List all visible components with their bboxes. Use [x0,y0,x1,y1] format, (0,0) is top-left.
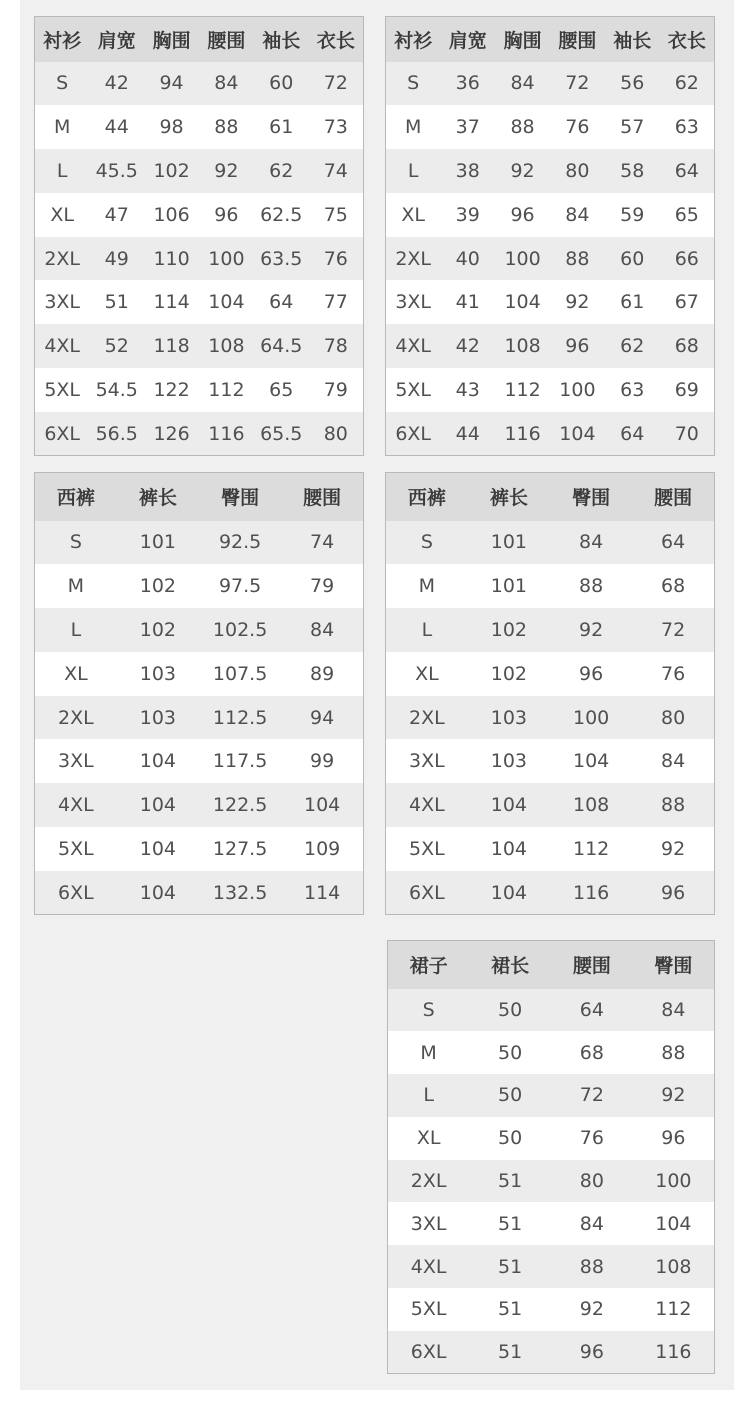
measurement-cell: 94 [144,62,199,106]
table-header-row [386,17,715,62]
column-header: 臀围 [633,941,715,989]
size-label-cell: XL [35,193,90,237]
measurement-cell: 96 [632,871,714,915]
size-label-cell: 3XL [386,280,441,324]
measurement-cell: 64 [551,989,633,1032]
measurement-cell: 78 [309,324,364,368]
measurement-cell: 63 [605,368,660,412]
measurement-cell: 74 [309,149,364,193]
shirt-size-table-left [34,16,364,456]
size-label-cell: 2XL [35,696,117,740]
measurement-cell: 114 [281,871,363,915]
measurement-cell: 108 [550,783,632,827]
measurement-cell: 92 [495,149,550,193]
table-header-row [386,473,715,521]
measurement-cell: 44 [89,105,144,149]
column-header: 裤长 [468,473,550,521]
table-row [35,105,364,149]
measurement-cell: 100 [495,237,550,281]
measurement-cell: 77 [309,280,364,324]
table-row [386,783,715,827]
column-header: 裤长 [117,473,199,521]
table-row [35,280,364,324]
measurement-cell: 108 [495,324,550,368]
measurement-cell: 51 [89,280,144,324]
measurement-cell: 104 [633,1202,715,1245]
measurement-cell: 116 [550,871,632,915]
table-row [386,280,715,324]
measurement-cell: 108 [199,324,254,368]
table-row [386,652,715,696]
size-label-cell: 4XL [35,324,90,368]
measurement-cell: 42 [89,62,144,106]
table-row [35,324,364,368]
measurement-cell: 122 [144,368,199,412]
measurement-cell: 100 [550,696,632,740]
measurement-cell: 50 [469,1031,551,1074]
measurement-cell: 79 [309,368,364,412]
measurement-cell: 36 [440,62,495,106]
measurement-cell: 51 [469,1288,551,1331]
measurement-cell: 104 [117,871,199,915]
measurement-cell: 96 [550,324,605,368]
measurement-cell: 61 [605,280,660,324]
measurement-cell: 51 [469,1160,551,1203]
table-row [35,739,364,783]
measurement-cell: 65 [660,193,715,237]
size-label-cell: S [386,521,468,565]
measurement-cell: 100 [550,368,605,412]
measurement-cell: 96 [550,652,632,696]
measurement-cell: 72 [551,1074,633,1117]
measurement-cell: 49 [89,237,144,281]
measurement-cell: 132.5 [199,871,281,915]
size-label-cell: L [388,1074,470,1117]
measurement-cell: 40 [440,237,495,281]
measurement-cell: 76 [551,1117,633,1160]
measurement-cell: 103 [468,739,550,783]
measurement-cell: 64 [660,149,715,193]
measurement-cell: 92.5 [199,521,281,565]
table-row [386,871,715,915]
size-label-cell: 3XL [388,1202,470,1245]
measurement-cell: 64 [605,412,660,456]
measurement-cell: 88 [495,105,550,149]
measurement-cell: 50 [469,1117,551,1160]
measurement-cell: 60 [254,62,309,106]
size-label-cell: 6XL [35,412,90,456]
measurement-cell: 108 [633,1245,715,1288]
table-row [35,193,364,237]
measurement-cell: 99 [281,739,363,783]
size-label-cell: 4XL [386,324,441,368]
measurement-cell: 72 [309,62,364,106]
table-header-row [35,17,364,62]
size-label-cell: XL [386,652,468,696]
column-header: 腰围 [632,473,714,521]
size-label-cell: S [35,521,117,565]
size-label-cell: M [386,564,468,608]
measurement-cell: 80 [309,412,364,456]
table-header-row [35,473,364,521]
measurement-cell: 84 [199,62,254,106]
measurement-cell: 39 [440,193,495,237]
column-header: 腰围 [199,17,254,62]
size-label-cell: M [386,105,441,149]
size-label-cell: 4XL [388,1245,470,1288]
measurement-cell: 127.5 [199,827,281,871]
table-row [388,1031,715,1074]
measurement-cell: 101 [117,521,199,565]
table-row [35,827,364,871]
measurement-cell: 61 [254,105,309,149]
measurement-cell: 62 [660,62,715,106]
measurement-cell: 74 [281,521,363,565]
column-header: 袖长 [254,17,309,62]
measurement-cell: 102 [117,608,199,652]
measurement-cell: 84 [495,62,550,106]
column-header: 裙长 [469,941,551,989]
column-header: 腰围 [551,941,633,989]
size-label-cell: XL [386,193,441,237]
measurement-cell: 92 [550,280,605,324]
measurement-cell: 58 [605,149,660,193]
measurement-cell: 68 [551,1031,633,1074]
measurement-cell: 62 [605,324,660,368]
measurement-cell: 80 [632,696,714,740]
column-header: 腰围 [550,17,605,62]
column-header: 西裤 [35,473,117,521]
size-label-cell: 3XL [35,280,90,324]
table-row [386,62,715,106]
measurement-cell: 43 [440,368,495,412]
measurement-cell: 52 [89,324,144,368]
measurement-cell: 76 [550,105,605,149]
measurement-cell: 112 [495,368,550,412]
column-header: 衬衫 [386,17,441,62]
pants-size-table-right [385,472,715,915]
measurement-cell: 96 [551,1331,633,1374]
size-label-cell: M [388,1031,470,1074]
measurement-cell: 68 [660,324,715,368]
measurement-cell: 116 [495,412,550,456]
measurement-cell: 73 [309,105,364,149]
measurement-cell: 103 [468,696,550,740]
measurement-cell: 84 [633,989,715,1032]
table-row [386,564,715,608]
measurement-cell: 76 [309,237,364,281]
measurement-cell: 50 [469,1074,551,1117]
column-header: 臀围 [199,473,281,521]
measurement-cell: 109 [281,827,363,871]
measurement-cell: 103 [117,696,199,740]
measurement-cell: 66 [660,237,715,281]
measurement-cell: 104 [117,827,199,871]
measurement-cell: 96 [495,193,550,237]
measurement-cell: 60 [605,237,660,281]
measurement-cell: 64 [254,280,309,324]
table-row [388,1202,715,1245]
measurement-cell: 114 [144,280,199,324]
measurement-cell: 41 [440,280,495,324]
measurement-cell: 59 [605,193,660,237]
measurement-cell: 84 [550,521,632,565]
measurement-cell: 84 [551,1202,633,1245]
size-label-cell: S [386,62,441,106]
table-row [386,105,715,149]
table-row [388,989,715,1032]
column-header: 衬衫 [35,17,90,62]
column-header: 臀围 [550,473,632,521]
measurement-cell: 92 [633,1074,715,1117]
measurement-cell: 102 [117,564,199,608]
measurement-cell: 96 [199,193,254,237]
size-label-cell: XL [388,1117,470,1160]
measurement-cell: 92 [551,1288,633,1331]
size-label-cell: 6XL [388,1331,470,1374]
measurement-cell: 102 [468,608,550,652]
size-label-cell: 2XL [386,237,441,281]
table-row [35,412,364,456]
column-header: 胸围 [495,17,550,62]
column-header: 肩宽 [440,17,495,62]
measurement-cell: 67 [660,280,715,324]
table-row [388,1331,715,1374]
size-label-cell: L [35,149,90,193]
size-label-cell: S [35,62,90,106]
measurement-cell: 97.5 [199,564,281,608]
measurement-cell: 51 [469,1245,551,1288]
measurement-cell: 88 [199,105,254,149]
measurement-cell: 57 [605,105,660,149]
measurement-cell: 102.5 [199,608,281,652]
measurement-cell: 104 [281,783,363,827]
table-row [386,827,715,871]
measurement-cell: 68 [632,564,714,608]
table-row [386,149,715,193]
measurement-cell: 64 [632,521,714,565]
measurement-cell: 112.5 [199,696,281,740]
measurement-cell: 101 [468,521,550,565]
measurement-cell: 92 [550,608,632,652]
measurement-cell: 88 [632,783,714,827]
size-label-cell: 2XL [388,1160,470,1203]
measurement-cell: 84 [550,193,605,237]
size-label-cell: 3XL [386,739,468,783]
column-header: 西裤 [386,473,468,521]
table-row [35,652,364,696]
measurement-cell: 92 [632,827,714,871]
size-label-cell: 5XL [35,827,117,871]
measurement-cell: 94 [281,696,363,740]
measurement-cell: 117.5 [199,739,281,783]
size-label-cell: L [386,149,441,193]
measurement-cell: 50 [469,989,551,1032]
table-header-row [388,941,715,989]
measurement-cell: 38 [440,149,495,193]
table-row [35,608,364,652]
table-row [35,237,364,281]
column-header: 腰围 [281,473,363,521]
measurement-cell: 84 [281,608,363,652]
measurement-cell: 47 [89,193,144,237]
measurement-cell: 88 [551,1245,633,1288]
size-label-cell: 2XL [386,696,468,740]
measurement-cell: 112 [550,827,632,871]
measurement-cell: 79 [281,564,363,608]
measurement-cell: 63 [660,105,715,149]
measurement-cell: 70 [660,412,715,456]
measurement-cell: 51 [469,1202,551,1245]
size-label-cell: L [35,608,117,652]
table-row [386,739,715,783]
measurement-cell: 104 [468,783,550,827]
measurement-cell: 112 [633,1288,715,1331]
size-label-cell: 5XL [35,368,90,412]
table-row [388,1117,715,1160]
measurement-cell: 104 [495,280,550,324]
measurement-cell: 100 [199,237,254,281]
measurement-cell: 80 [551,1160,633,1203]
size-label-cell: S [388,989,470,1032]
measurement-cell: 110 [144,237,199,281]
column-header: 衣长 [660,17,715,62]
measurement-cell: 112 [199,368,254,412]
pants-size-table-left [34,472,364,915]
measurement-cell: 92 [199,149,254,193]
measurement-cell: 51 [469,1331,551,1374]
measurement-cell: 101 [468,564,550,608]
shirt-size-table-right [385,16,715,456]
size-label-cell: 6XL [386,871,468,915]
measurement-cell: 62 [254,149,309,193]
size-label-cell: L [386,608,468,652]
measurement-cell: 104 [117,783,199,827]
measurement-cell: 64.5 [254,324,309,368]
table-row [388,1160,715,1203]
table-row [386,412,715,456]
measurement-cell: 104 [117,739,199,783]
measurement-cell: 88 [550,564,632,608]
size-label-cell: 4XL [35,783,117,827]
measurement-cell: 89 [281,652,363,696]
measurement-cell: 126 [144,412,199,456]
table-row [386,696,715,740]
table-row [386,608,715,652]
column-header: 袖长 [605,17,660,62]
table-row [35,871,364,915]
measurement-cell: 96 [633,1117,715,1160]
measurement-cell: 122.5 [199,783,281,827]
table-row [386,237,715,281]
table-row [35,564,364,608]
measurement-cell: 103 [117,652,199,696]
measurement-cell: 75 [309,193,364,237]
measurement-cell: 44 [440,412,495,456]
measurement-cell: 84 [632,739,714,783]
measurement-cell: 54.5 [89,368,144,412]
table-row [35,368,364,412]
size-label-cell: 5XL [388,1288,470,1331]
skirt-size-table [387,940,715,1374]
table-row [388,1074,715,1117]
table-row [35,149,364,193]
size-label-cell: M [35,564,117,608]
measurement-cell: 69 [660,368,715,412]
measurement-cell: 72 [550,62,605,106]
table-row [386,521,715,565]
measurement-cell: 104 [468,827,550,871]
table-row [35,696,364,740]
size-label-cell: 5XL [386,827,468,871]
size-label-cell: 2XL [35,237,90,281]
measurement-cell: 104 [468,871,550,915]
measurement-cell: 42 [440,324,495,368]
table-row [35,62,364,106]
measurement-cell: 63.5 [254,237,309,281]
column-header: 裙子 [388,941,470,989]
measurement-cell: 65.5 [254,412,309,456]
size-label-cell: 3XL [35,739,117,783]
measurement-cell: 56.5 [89,412,144,456]
measurement-cell: 106 [144,193,199,237]
measurement-cell: 107.5 [199,652,281,696]
table-row [386,368,715,412]
measurement-cell: 104 [550,739,632,783]
measurement-cell: 98 [144,105,199,149]
table-row [386,193,715,237]
measurement-cell: 118 [144,324,199,368]
size-label-cell: 4XL [386,783,468,827]
measurement-cell: 62.5 [254,193,309,237]
measurement-cell: 104 [550,412,605,456]
size-label-cell: M [35,105,90,149]
measurement-cell: 65 [254,368,309,412]
table-row [388,1288,715,1331]
measurement-cell: 80 [550,149,605,193]
measurement-cell: 45.5 [89,149,144,193]
measurement-cell: 88 [550,237,605,281]
size-label-cell: 6XL [35,871,117,915]
table-row [388,1245,715,1288]
measurement-cell: 116 [199,412,254,456]
measurement-cell: 116 [633,1331,715,1374]
table-row [35,783,364,827]
column-header: 肩宽 [89,17,144,62]
column-header: 衣长 [309,17,364,62]
measurement-cell: 37 [440,105,495,149]
measurement-cell: 104 [199,280,254,324]
size-label-cell: XL [35,652,117,696]
measurement-cell: 76 [632,652,714,696]
column-header: 胸围 [144,17,199,62]
table-row [35,521,364,565]
measurement-cell: 100 [633,1160,715,1203]
size-label-cell: 6XL [386,412,441,456]
size-label-cell: 5XL [386,368,441,412]
measurement-cell: 102 [144,149,199,193]
measurement-cell: 88 [633,1031,715,1074]
measurement-cell: 102 [468,652,550,696]
table-row [386,324,715,368]
measurement-cell: 56 [605,62,660,106]
measurement-cell: 72 [632,608,714,652]
